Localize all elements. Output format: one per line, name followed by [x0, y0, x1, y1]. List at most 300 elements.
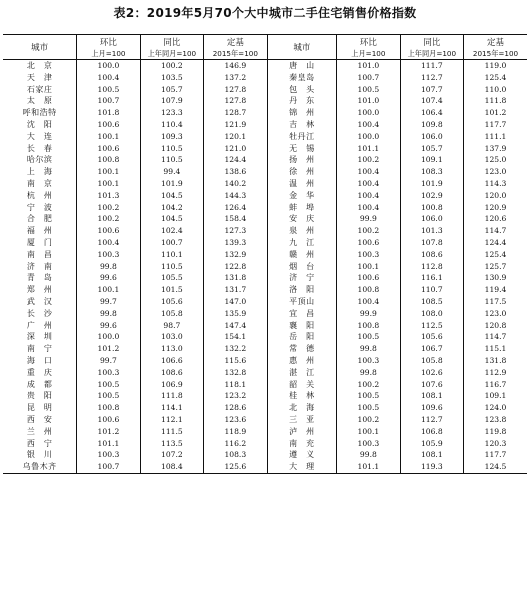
cell-yoy: 110.1	[140, 249, 203, 261]
table-row	[3, 355, 527, 367]
cell-mom: 101.1	[77, 438, 140, 450]
cell-city: 厦 门	[3, 237, 77, 249]
column-header-yoy: 同比	[140, 35, 203, 49]
table-row	[3, 461, 527, 473]
column-header-base-2: 定基	[464, 35, 527, 49]
cell-base: 131.7	[204, 284, 267, 296]
cell-city: 北 京	[3, 60, 77, 72]
cell-yoy-2: 107.4	[400, 95, 463, 107]
cell-yoy-2: 105.9	[400, 438, 463, 450]
table-row	[3, 272, 527, 284]
cell-base: 128.6	[204, 402, 267, 414]
cell-base: 132.9	[204, 249, 267, 261]
cell-yoy-2: 108.6	[400, 249, 463, 261]
cell-yoy: 110.5	[140, 261, 203, 273]
cell-yoy: 107.2	[140, 449, 203, 461]
cell-base: 128.7	[204, 107, 267, 119]
column-header-mom-2: 环比	[337, 35, 400, 49]
cell-yoy-2: 109.1	[400, 154, 463, 166]
cell-yoy: 123.3	[140, 107, 203, 119]
cell-base: 158.4	[204, 213, 267, 225]
cell-city: 银 川	[3, 449, 77, 461]
cell-mom: 101.8	[77, 107, 140, 119]
cell-city-2: 烟 台	[267, 261, 337, 273]
cell-mom-2: 100.4	[337, 202, 400, 214]
cell-city-2: 襄 阳	[267, 320, 337, 332]
table-row	[3, 190, 527, 202]
cell-base-2: 114.7	[484, 332, 507, 342]
cell-yoy: 110.5	[140, 143, 203, 155]
cell-base: 116.2	[204, 438, 267, 450]
subheader-mom-2: 上月=100	[337, 48, 400, 60]
column-header-city: 城市	[3, 35, 77, 60]
cell-city: 海 口	[3, 355, 77, 367]
cell-yoy-2: 108.1	[400, 449, 463, 461]
cell-base-2: 114.3	[484, 178, 507, 188]
cell-mom: 100.8	[77, 402, 140, 414]
cell-city: 大 连	[3, 131, 77, 143]
cell-city-2: 温 州	[267, 178, 337, 190]
cell-mom-2: 101.0	[337, 95, 400, 107]
cell-mom: 101.3	[77, 190, 140, 202]
cell-yoy-2: 101.3	[400, 225, 463, 237]
header-row	[3, 35, 527, 49]
cell-base: 132.8	[204, 367, 267, 379]
cell-city-2: 牡丹江	[267, 131, 337, 143]
cell-mom-2: 100.5	[337, 402, 400, 414]
cell-yoy: 113.5	[140, 438, 203, 450]
cell-base-2: 110.0	[484, 84, 507, 94]
cell-mom-2: 99.8	[337, 367, 400, 379]
cell-mom-2: 100.8	[337, 320, 400, 332]
cell-mom: 101.2	[77, 343, 140, 355]
cell-city-2: 包 头	[267, 84, 337, 96]
table-row	[3, 343, 527, 355]
cell-base: 135.9	[204, 308, 267, 320]
column-header-city-2: 城市	[267, 35, 337, 60]
table-row	[3, 308, 527, 320]
cell-mom-2: 100.6	[337, 272, 400, 284]
table-row	[3, 320, 527, 332]
cell-mom-2: 99.8	[337, 343, 400, 355]
subheader-base-2: 2015年=100	[464, 48, 527, 60]
cell-base-2: 131.8	[484, 355, 507, 365]
cell-yoy: 106.6	[140, 355, 203, 367]
cell-mom-2: 100.4	[337, 296, 400, 308]
cell-yoy-2: 105.6	[400, 331, 463, 343]
cell-city: 石家庄	[3, 84, 77, 96]
cell-mom: 100.6	[77, 143, 140, 155]
subheader-yoy-2: 上年同月=100	[400, 48, 463, 60]
cell-mom-2: 100.1	[337, 261, 400, 273]
cell-city: 广 州	[3, 320, 77, 332]
cell-yoy-2: 106.0	[400, 131, 463, 143]
cell-city-2: 安 庆	[267, 213, 337, 225]
cell-base-2: 120.9	[484, 202, 507, 212]
table-row	[3, 367, 527, 379]
cell-city-2: 吉 林	[267, 119, 337, 131]
cell-city: 天 津	[3, 72, 77, 84]
cell-base: 139.3	[204, 237, 267, 249]
cell-yoy-2: 107.6	[400, 379, 463, 391]
cell-yoy: 106.9	[140, 379, 203, 391]
cell-mom: 100.5	[77, 379, 140, 391]
cell-city-2: 蚌 埠	[267, 202, 337, 214]
cell-base: 121.9	[204, 119, 267, 131]
cell-city: 南 京	[3, 178, 77, 190]
subheader-mom: 上月=100	[77, 48, 140, 60]
cell-mom-2: 100.2	[337, 414, 400, 426]
table-row	[3, 402, 527, 414]
cell-yoy: 105.5	[140, 272, 203, 284]
table-row	[3, 426, 527, 438]
cell-base: 120.1	[204, 131, 267, 143]
cell-mom: 100.6	[77, 119, 140, 131]
cell-mom: 99.8	[77, 261, 140, 273]
cell-city-2: 金 华	[267, 190, 337, 202]
cell-yoy-2: 109.8	[400, 119, 463, 131]
cell-yoy: 104.5	[140, 190, 203, 202]
cell-city: 长 春	[3, 143, 77, 155]
cell-mom-2: 100.5	[337, 390, 400, 402]
cell-base-2: 120.3	[484, 438, 507, 448]
cell-city-2: 泸 州	[267, 426, 337, 438]
cell-yoy: 105.7	[140, 84, 203, 96]
cell-city-2: 赣 州	[267, 249, 337, 261]
cell-yoy: 103.5	[140, 72, 203, 84]
table-title: 表2：2019年5月70个大中城市二手住宅销售价格指数	[113, 6, 417, 20]
cell-base-2: 125.4	[484, 249, 507, 259]
cell-mom: 100.5	[77, 84, 140, 96]
cell-city-2: 洛 阳	[267, 284, 337, 296]
cell-mom: 100.0	[77, 331, 140, 343]
cell-mom-2: 100.0	[337, 131, 400, 143]
cell-mom-2: 100.5	[337, 331, 400, 343]
cell-yoy-2: 100.8	[400, 202, 463, 214]
cell-city: 西 安	[3, 414, 77, 426]
cell-mom: 100.1	[77, 178, 140, 190]
cell-city: 上 海	[3, 166, 77, 178]
cell-mom-2: 101.0	[337, 60, 400, 72]
table-row	[3, 296, 527, 308]
cell-city: 深 圳	[3, 331, 77, 343]
cell-city: 哈尔滨	[3, 154, 77, 166]
cell-base: 144.3	[204, 190, 267, 202]
column-header-mom: 环比	[77, 35, 140, 49]
cell-mom: 100.1	[77, 166, 140, 178]
cell-city-2: 济 宁	[267, 272, 337, 284]
cell-base-2: 109.1	[484, 391, 507, 401]
cell-base: 154.1	[204, 331, 267, 343]
cell-yoy-2: 105.8	[400, 355, 463, 367]
subheader-yoy: 上年同月=100	[140, 48, 203, 60]
cell-base-2: 119.0	[484, 61, 507, 70]
cell-yoy: 103.0	[140, 331, 203, 343]
cell-base-2: 124.4	[484, 237, 507, 247]
cell-city-2: 平顶山	[267, 296, 337, 308]
cell-yoy: 104.2	[140, 202, 203, 214]
cell-yoy-2: 108.0	[400, 308, 463, 320]
cell-yoy-2: 102.9	[400, 190, 463, 202]
cell-yoy-2: 106.4	[400, 107, 463, 119]
cell-mom: 100.7	[77, 461, 140, 473]
cell-city: 南 昌	[3, 249, 77, 261]
cell-yoy: 108.6	[140, 367, 203, 379]
cell-mom-2: 100.2	[337, 379, 400, 391]
cell-yoy: 113.0	[140, 343, 203, 355]
cell-base: 127.3	[204, 225, 267, 237]
cell-city: 济 南	[3, 261, 77, 273]
cell-yoy: 98.7	[140, 320, 203, 332]
subheader-row	[3, 48, 527, 60]
table-row	[3, 213, 527, 225]
cell-yoy-2: 101.9	[400, 178, 463, 190]
cell-yoy: 100.7	[140, 237, 203, 249]
table-row	[3, 438, 527, 450]
cell-base-2: 117.7	[484, 119, 507, 129]
cell-yoy: 105.8	[140, 308, 203, 320]
cell-base-2: 111.8	[484, 96, 507, 106]
cell-city: 成 都	[3, 379, 77, 391]
cell-base: 127.8	[204, 84, 267, 96]
table-row	[3, 261, 527, 273]
cell-yoy-2: 105.7	[400, 143, 463, 155]
cell-base: 147.4	[204, 320, 267, 332]
cell-mom: 100.2	[77, 202, 140, 214]
cell-base: 123.2	[204, 390, 267, 402]
cell-city: 杭 州	[3, 190, 77, 202]
cell-yoy: 112.1	[140, 414, 203, 426]
cell-base-2: 111.1	[484, 131, 507, 141]
cell-city: 太 原	[3, 95, 77, 107]
cell-mom-2: 100.4	[337, 178, 400, 190]
cell-mom: 100.6	[77, 414, 140, 426]
cell-base: 131.8	[204, 272, 267, 284]
cell-mom: 99.7	[77, 296, 140, 308]
table-row	[3, 249, 527, 261]
cell-yoy-2: 111.7	[400, 60, 463, 72]
cell-city-2: 无 锡	[267, 143, 337, 155]
cell-yoy: 101.9	[140, 178, 203, 190]
cell-yoy-2: 102.6	[400, 367, 463, 379]
cell-city: 南 宁	[3, 343, 77, 355]
cell-yoy-2: 106.7	[400, 343, 463, 355]
cell-yoy: 102.4	[140, 225, 203, 237]
table-row	[3, 60, 527, 72]
table-row	[3, 107, 527, 119]
cell-city: 西 宁	[3, 438, 77, 450]
cell-mom-2: 101.1	[337, 143, 400, 155]
table-row	[3, 237, 527, 249]
table-row	[3, 225, 527, 237]
table-row	[3, 143, 527, 155]
cell-yoy: 110.5	[140, 154, 203, 166]
cell-city-2: 常 德	[267, 343, 337, 355]
cell-base: 127.8	[204, 95, 267, 107]
cell-city: 沈 阳	[3, 119, 77, 131]
cell-mom: 99.6	[77, 272, 140, 284]
cell-base: 147.0	[204, 296, 267, 308]
cell-mom-2: 100.3	[337, 355, 400, 367]
cell-yoy-2: 107.8	[400, 237, 463, 249]
cell-city-2: 大 理	[267, 461, 337, 473]
cell-yoy: 111.8	[140, 390, 203, 402]
cell-city-2: 锦 州	[267, 107, 337, 119]
cell-mom: 101.2	[77, 426, 140, 438]
cell-yoy: 110.4	[140, 119, 203, 131]
column-header-yoy-2: 同比	[400, 35, 463, 49]
cell-city-2: 秦皇岛	[267, 72, 337, 84]
cell-city: 郑 州	[3, 284, 77, 296]
cell-city-2: 丹 东	[267, 95, 337, 107]
cell-base: 118.1	[204, 379, 267, 391]
cell-city: 贵 阳	[3, 390, 77, 402]
cell-base-2: 125.4	[484, 72, 507, 82]
cell-city-2: 桂 林	[267, 390, 337, 402]
cell-yoy-2: 106.0	[400, 213, 463, 225]
cell-yoy-2: 108.1	[400, 390, 463, 402]
cell-mom: 100.1	[77, 284, 140, 296]
cell-mom: 100.5	[77, 390, 140, 402]
cell-city-2: 惠 州	[267, 355, 337, 367]
cell-yoy: 114.1	[140, 402, 203, 414]
cell-base-2: 115.1	[484, 344, 507, 354]
cell-yoy: 107.9	[140, 95, 203, 107]
table-row	[3, 95, 527, 107]
cell-mom-2: 100.2	[337, 225, 400, 237]
cell-mom-2: 101.1	[337, 461, 400, 473]
cell-base: 115.6	[204, 355, 267, 367]
cell-yoy: 109.3	[140, 131, 203, 143]
cell-base-2: 117.5	[484, 296, 507, 306]
cell-yoy: 111.5	[140, 426, 203, 438]
cell-base-2: 119.8	[484, 426, 507, 436]
cell-city-2: 宜 昌	[267, 308, 337, 320]
cell-yoy: 105.6	[140, 296, 203, 308]
cell-city-2: 岳 阳	[267, 331, 337, 343]
table-row	[3, 131, 527, 143]
cell-yoy: 104.5	[140, 213, 203, 225]
cell-yoy-2: 108.5	[400, 296, 463, 308]
cell-mom-2: 100.4	[337, 119, 400, 131]
cell-mom: 100.1	[77, 131, 140, 143]
cell-mom-2: 100.7	[337, 72, 400, 84]
cell-city: 合 肥	[3, 213, 77, 225]
cell-base: 132.2	[204, 343, 267, 355]
cell-city-2: 北 海	[267, 402, 337, 414]
cell-city-2: 九 江	[267, 237, 337, 249]
cell-base-2: 114.7	[484, 226, 507, 236]
cell-mom-2: 99.9	[337, 213, 400, 225]
table-row	[3, 154, 527, 166]
cell-mom: 100.3	[77, 449, 140, 461]
cell-yoy: 99.4	[140, 166, 203, 178]
cell-base-2: 123.0	[484, 308, 507, 318]
cell-base-2: 124.0	[484, 403, 507, 413]
table-body	[3, 60, 527, 474]
cell-base: 122.8	[204, 261, 267, 273]
cell-city-2: 泉 州	[267, 225, 337, 237]
cell-yoy-2: 108.3	[400, 166, 463, 178]
cell-mom: 100.3	[77, 249, 140, 261]
cell-city: 福 州	[3, 225, 77, 237]
table-row	[3, 202, 527, 214]
cell-base: 146.9	[204, 60, 267, 72]
cell-mom-2: 100.8	[337, 284, 400, 296]
cell-base: 140.2	[204, 178, 267, 190]
cell-yoy-2: 112.7	[400, 414, 463, 426]
cell-mom-2: 99.8	[337, 449, 400, 461]
cell-city-2: 唐 山	[267, 60, 337, 72]
cell-base-2: 125.7	[484, 261, 507, 271]
table-row	[3, 84, 527, 96]
cell-mom-2: 100.1	[337, 426, 400, 438]
cell-yoy-2: 116.1	[400, 272, 463, 284]
table-row	[3, 331, 527, 343]
cell-mom: 100.2	[77, 213, 140, 225]
cell-mom-2: 100.6	[337, 237, 400, 249]
cell-base: 123.6	[204, 414, 267, 426]
cell-base: 137.2	[204, 72, 267, 84]
cell-mom-2: 100.0	[337, 107, 400, 119]
cell-city: 武 汉	[3, 296, 77, 308]
cell-base-2: 123.8	[484, 414, 507, 424]
table-row	[3, 284, 527, 296]
cell-mom: 100.4	[77, 72, 140, 84]
cell-city-2: 徐 州	[267, 166, 337, 178]
cell-city: 昆 明	[3, 402, 77, 414]
cell-city: 兰 州	[3, 426, 77, 438]
cell-mom-2: 100.2	[337, 154, 400, 166]
cell-mom: 100.7	[77, 95, 140, 107]
cell-yoy-2: 112.7	[400, 72, 463, 84]
cell-mom: 99.8	[77, 308, 140, 320]
table-row	[3, 178, 527, 190]
cell-mom-2: 100.3	[337, 438, 400, 450]
cell-city-2: 南 充	[267, 438, 337, 450]
cell-base-2: 116.7	[484, 379, 507, 389]
cell-city: 青 岛	[3, 272, 77, 284]
cell-mom-2: 100.4	[337, 166, 400, 178]
column-header-base: 定基	[204, 35, 267, 49]
cell-yoy-2: 112.8	[400, 261, 463, 273]
table-row	[3, 379, 527, 391]
cell-city-2: 扬 州	[267, 154, 337, 166]
cell-mom-2: 100.5	[337, 84, 400, 96]
cell-yoy: 101.5	[140, 284, 203, 296]
cell-base: 118.9	[204, 426, 267, 438]
cell-yoy-2: 109.6	[400, 402, 463, 414]
cell-base-2: 119.4	[484, 285, 507, 295]
cell-city: 宁 波	[3, 202, 77, 214]
table-row	[3, 449, 527, 461]
cell-mom: 100.6	[77, 225, 140, 237]
cell-mom: 100.3	[77, 367, 140, 379]
cell-yoy-2: 106.8	[400, 426, 463, 438]
cell-base: 126.4	[204, 202, 267, 214]
cell-yoy-2: 119.3	[400, 461, 463, 473]
cell-base-2: 120.0	[484, 190, 507, 200]
cell-yoy-2: 107.7	[400, 84, 463, 96]
cell-mom: 100.4	[77, 237, 140, 249]
cell-yoy: 108.4	[140, 461, 203, 473]
cell-base-2: 120.8	[484, 320, 507, 330]
cell-city: 乌鲁木齐	[3, 461, 77, 473]
cell-base-2: 117.7	[484, 450, 507, 460]
cell-base-2: 124.5	[464, 461, 527, 473]
cell-base-2: 137.9	[484, 143, 507, 153]
cell-city: 长 沙	[3, 308, 77, 320]
